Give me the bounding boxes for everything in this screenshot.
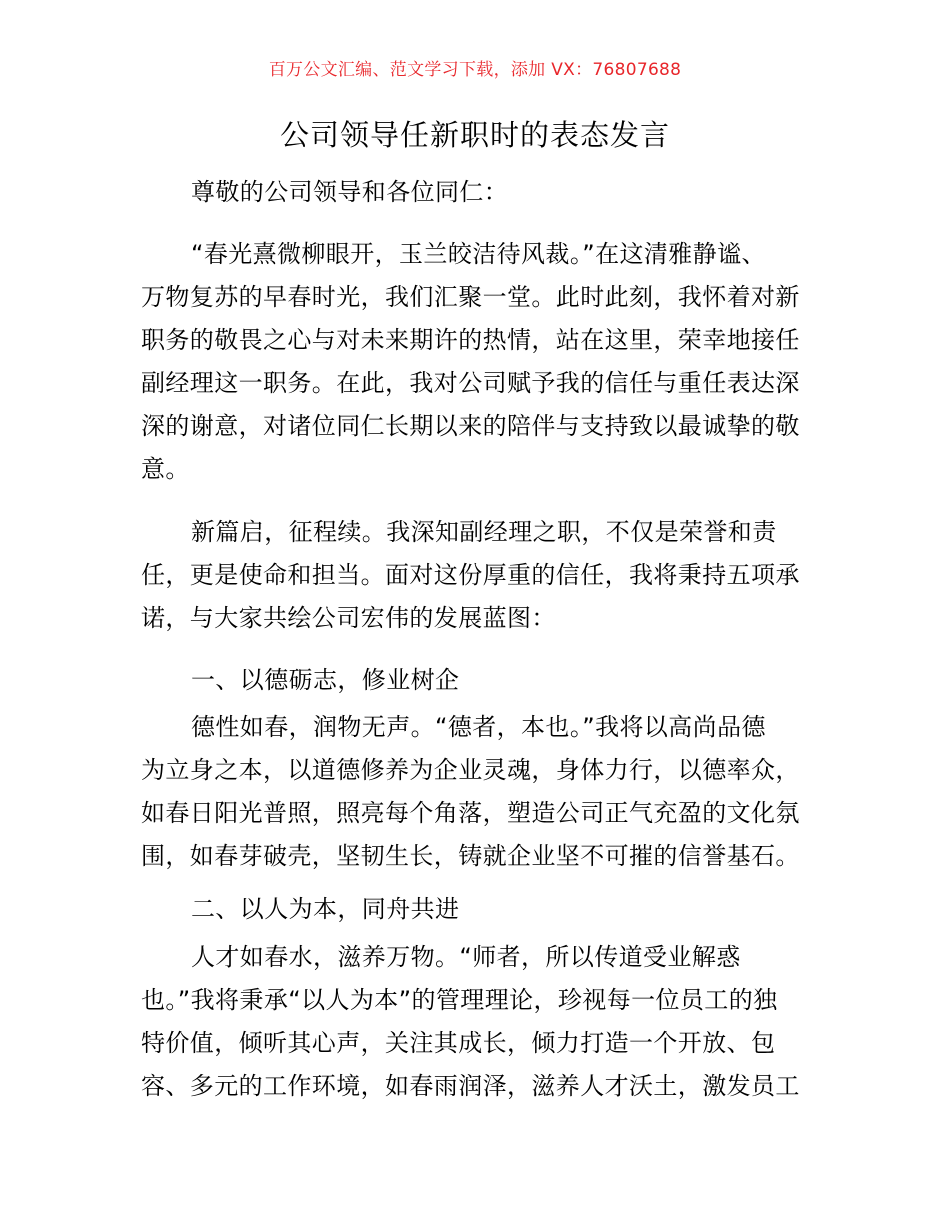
paragraph-line: 围，如春芽破壳，坚韧生长，铸就企业坚不可摧的信誉基石。 — [141, 842, 800, 870]
paragraph-line: 新篇启，征程续。我深知副经理之职，不仅是荣誉和责 — [191, 518, 777, 546]
watermark-banner: 百万公文汇编、范文学习下载，添加 VX：76807688 — [268, 60, 682, 80]
section-heading-2: 二、以人为本，同舟共进 — [191, 895, 460, 923]
document-title: 公司领导任新职时的表态发言 — [279, 118, 670, 152]
salutation: 尊敬的公司领导和各位同仁： — [191, 178, 509, 206]
paragraph-line: 诺，与大家共绘公司宏伟的发展蓝图： — [141, 604, 556, 632]
paragraph-line: 深的谢意，对诸位同仁长期以来的陪伴与支持致以最诚挚的敬 — [141, 412, 800, 440]
paragraph-line: “春光熹微柳眼开，玉兰皎洁待风裁。”在这清雅静谧、 — [191, 240, 766, 268]
paragraph-line: 职务的敬畏之心与对未来期许的热情，站在这里，荣幸地接任 — [141, 326, 800, 354]
paragraph-line: 特价值，倾听其心声，关注其成长，倾力打造一个开放、包 — [141, 1029, 776, 1057]
paragraph-line: 任，更是使命和担当。面对这份厚重的信任，我将秉持五项承 — [141, 561, 800, 589]
paragraph-line: 容、多元的工作环境，如春雨润泽，滋养人才沃土，激发员工 — [141, 1072, 800, 1100]
paragraph-line: 也。”我将秉承“以人为本”的管理理论，珍视每一位员工的独 — [141, 986, 778, 1014]
paragraph-line: 副经理这一职务。在此，我对公司赋予我的信任与重任表达深 — [141, 369, 800, 397]
paragraph-line: 人才如春水，滋养万物。“师者，所以传道受业解惑 — [191, 943, 741, 971]
paragraph-line: 意。 — [141, 455, 190, 483]
section-heading-1: 一、以德砺志，修业树企 — [191, 666, 460, 694]
paragraph-line: 德性如春，润物无声。“德者，本也。”我将以高尚品德 — [191, 713, 766, 741]
paragraph-line: 如春日阳光普照，照亮每个角落，塑造公司正气充盈的文化氛 — [141, 799, 800, 827]
paragraph-line: 万物复苏的早春时光，我们汇聚一堂。此时此刻，我怀着对新 — [141, 283, 800, 311]
paragraph-line: 为立身之本，以道德修养为企业灵魂，身体力行，以德率众， — [141, 756, 800, 784]
